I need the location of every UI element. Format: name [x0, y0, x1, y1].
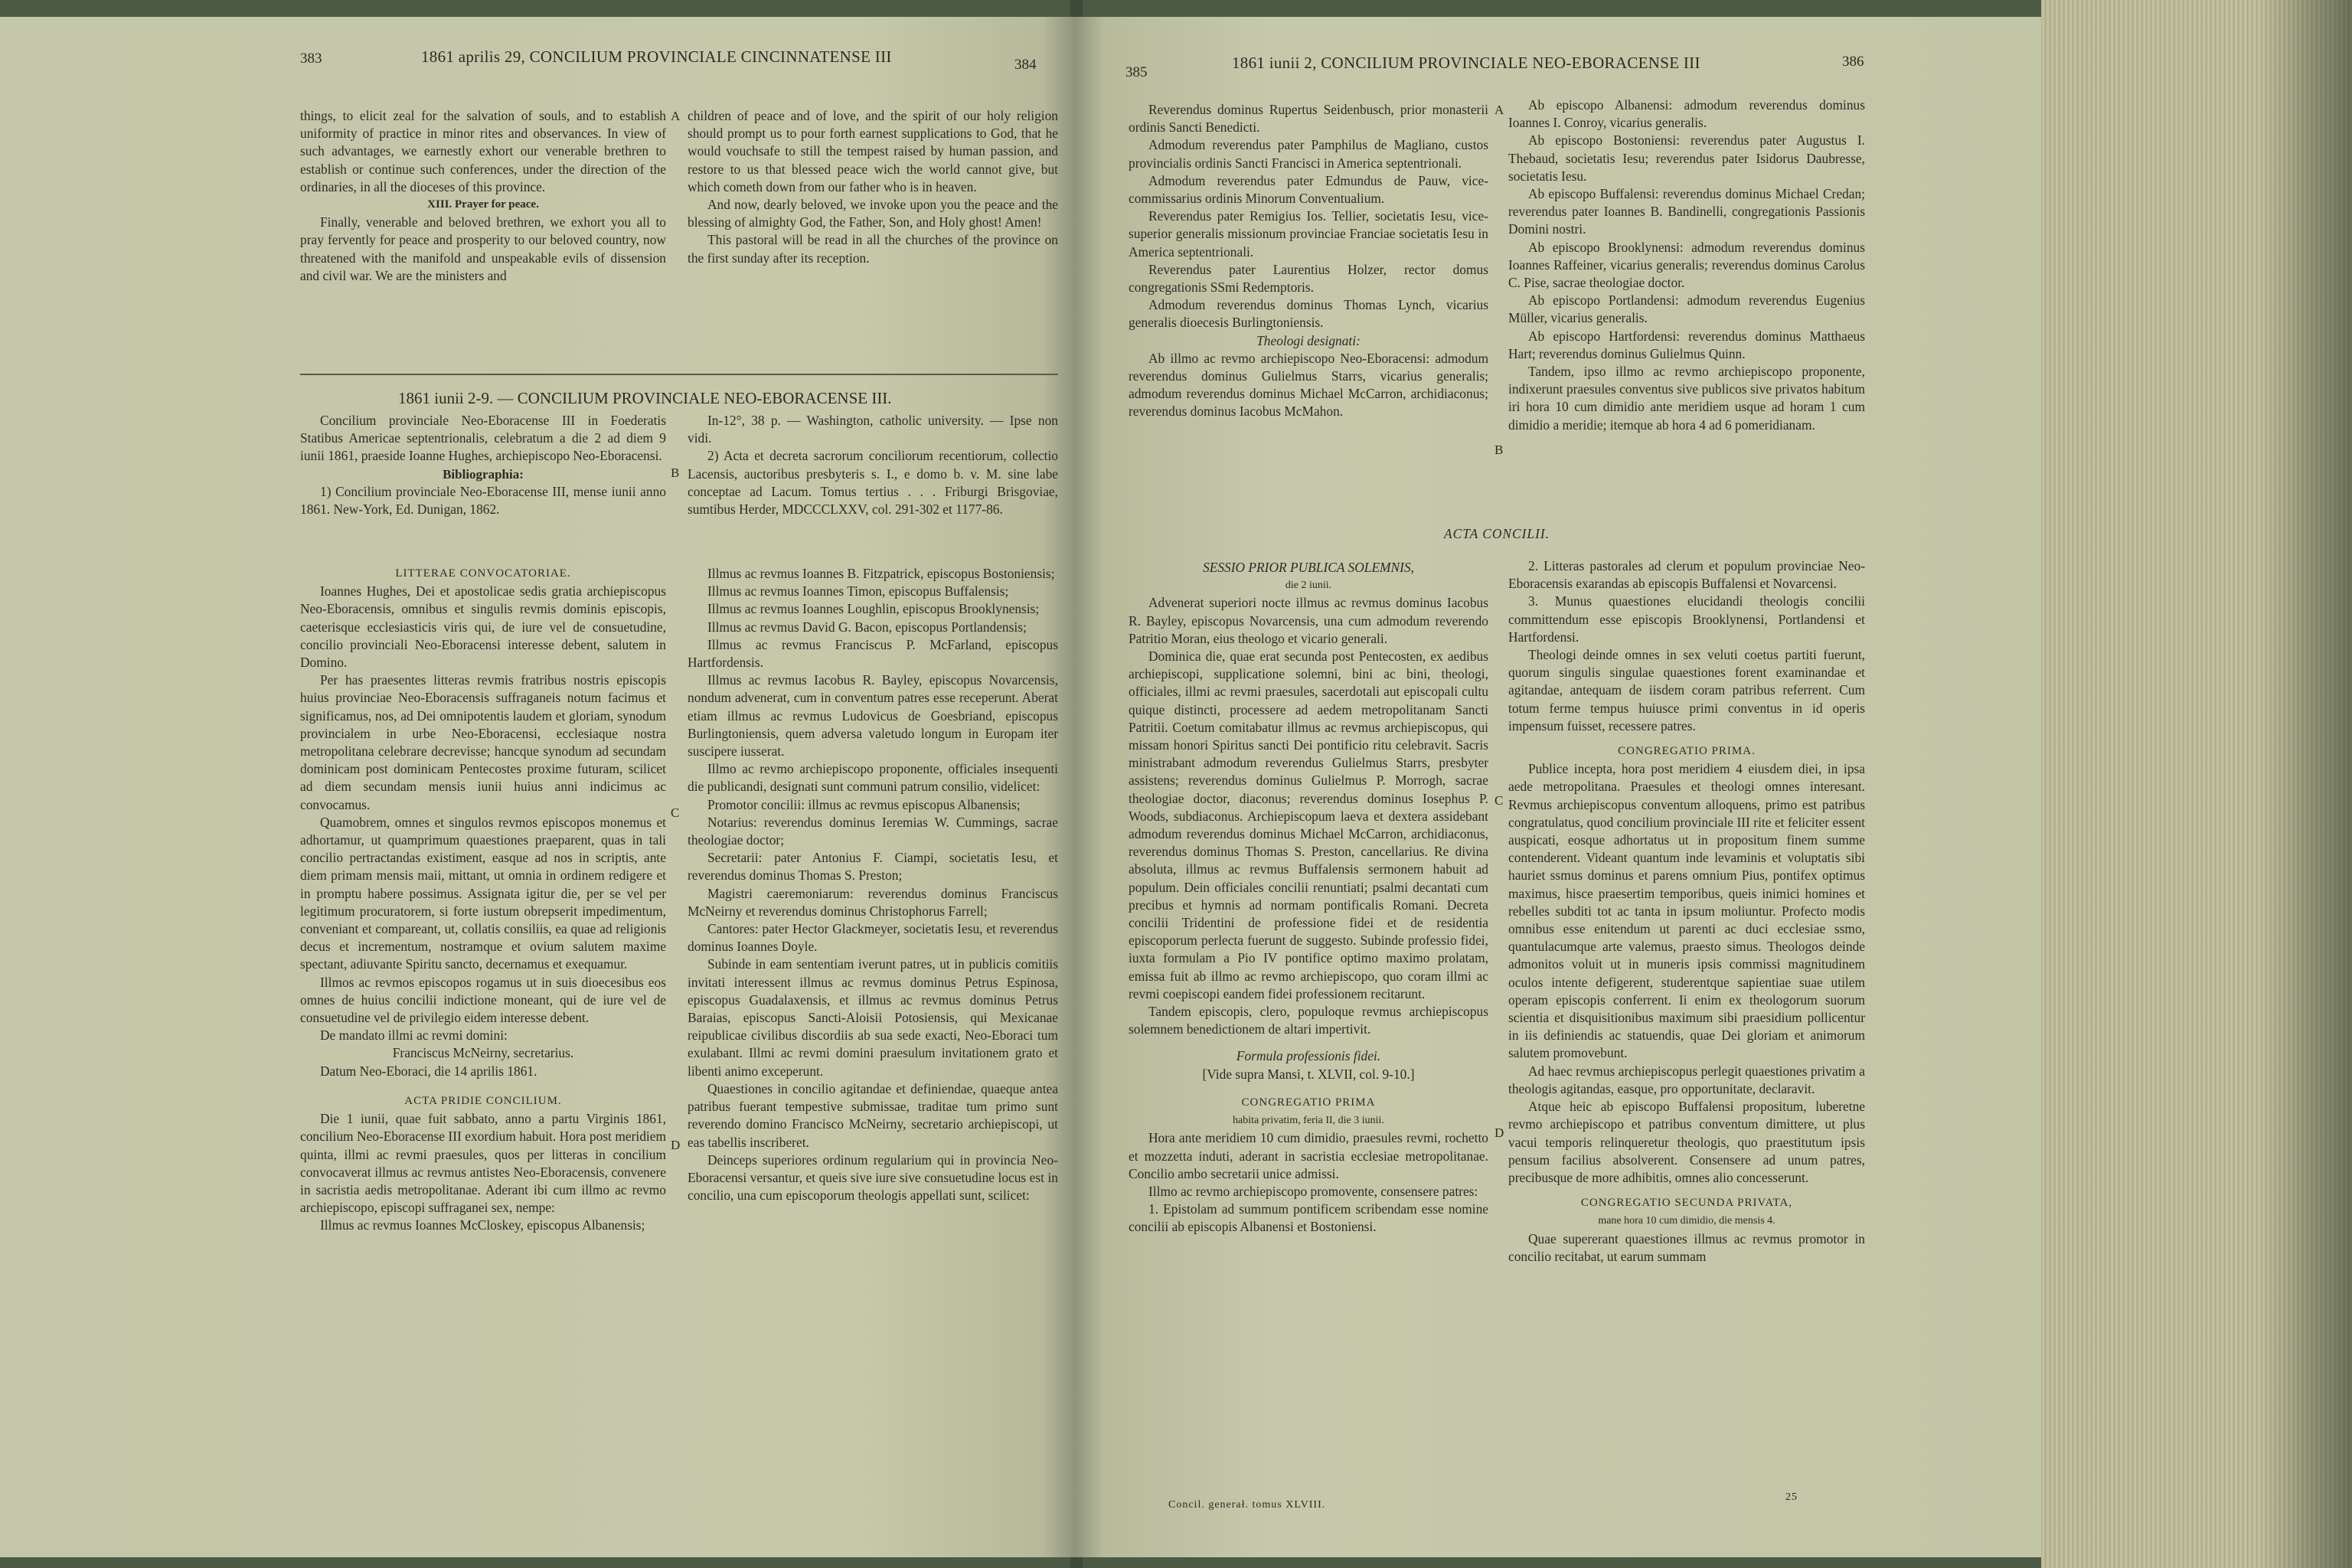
- paragraph: Notarius: reverendus dominus Ieremias W. Cummings, sacrae theologiae doctor;: [688, 814, 1058, 848]
- bibliography-heading: Bibliographia:: [443, 466, 524, 482]
- margin-letter: D: [1494, 1125, 1504, 1140]
- section-heading: ACTA CONCILII.: [1443, 526, 1550, 541]
- text-column: [688, 412, 1058, 518]
- congregation-heading: CONGREGATIO PRIMA: [1241, 1096, 1376, 1109]
- paragraph: 1) Concilium provinciale Neo-Eboracense III, mense iunii anno 1861. New-York, Ed. Dunigan, 1862.: [300, 483, 666, 518]
- paragraph: Per has praesentes litteras revmis fratribus nostris episcopis huius provinciae Neo-Eboracensis suffraganeis notum facimus et significamus, nos, ad Dei omnipotentis laudem et gloriam, synodum provincialem in urbe Neo-Eboracensi, ecclesiaque nostra metropolitana celebrare decrevisse; hancque synodum ad secundam dominicam post dominicam Pentecostes proxime futuram, scilicet ad diem secundam mensis iunii huius anni indicimus ac convocamus.: [300, 672, 666, 812]
- paragraph: Promotor concilii: illmus ac revmus episcopus Albanensis;: [707, 796, 1021, 812]
- paragraph: Hora ante meridiem 10 cum dimidio, praesules revmi, rochetto et mozzetta induti, aderant in sacristia ecclesiae metropolitanae. Concilio ambo secretarii unice admissi.: [1129, 1130, 1488, 1181]
- text-column: [1508, 96, 1865, 434]
- paragraph: 2) Acta et decreta sacrorum conciliorum recentiorum, collectio Lacensis, auctoribus presbyteris s. I., e domo b. v. M. sine labe conceptae ad Lacum. Tomus tertius . . . Friburgi Brisgoviae, sumtibus Herder, MDCCCLXXV, col. 291-302 et 1177-86.: [688, 448, 1058, 518]
- margin-letter: A: [671, 109, 681, 123]
- right-page: [1075, 17, 2041, 1557]
- paragraph: Advenerat superiori nocte illmus ac revmus dominus Iacobus R. Bayley, episcopus Novarcensis, una cum admodum reverendo Patritio Moran, eius theologo et vicario generali.: [1129, 595, 1488, 646]
- margin-letter: A: [1494, 103, 1504, 117]
- paragraph: Ab episcopo Hartfordensi: reverendus dominus Matthaeus Hart; reverendus dominus Gulielmus Quinn.: [1508, 328, 1865, 361]
- margin-letter: B: [671, 466, 680, 480]
- text-column: [1129, 559, 1488, 1505]
- paragraph: Admodum reverendus dominus Thomas Lynch, vicarius generalis dioecesis Burlingtoniensis.: [1129, 297, 1488, 331]
- margin-letter: B: [1494, 443, 1504, 457]
- section-heading: ACTA PRIDIE CONCILIUM.: [404, 1094, 562, 1107]
- paragraph: 1. Epistolam ad summum pontificem scribendam esse nomine concilii ab episcopis Albanensi et Bostoniensi.: [1129, 1201, 1488, 1235]
- paragraph: Illmus ac revmus Franciscus P. McFarland, episcopus Hartfordensis.: [688, 636, 1058, 671]
- section-heading: XIII. Prayer for peace.: [427, 198, 539, 211]
- text-column: [1129, 525, 1865, 543]
- paragraph: De mandato illmi ac revmi domini:: [320, 1027, 508, 1044]
- paragraph: Admodum reverendus pater Edmundus de Pauw, vice-commissarius ordinis Minorum Conventualium.: [1129, 172, 1488, 207]
- paragraph: Quamobrem, omnes et singulos revmos episcopos monemus et adhortamur, ut quamprimum quaestiones praeparent, quas in tali concilio pertractandas existiment, easque ad nos in scriptis, ante diem primam mensis maii, mittant, ut omnia in ordinem redigere et in promptu habere possimus. Assignata igitur die, per se vel per legitimum procuratorem, si forte iustum obrepserit impedimentum, conveniant et compareant, ut, collatis consiliis, ea quae ad religionis decus et incrementum, nostramque et ovium salutem maxime spectant, adiuvante Spiritu sancto, decernamus et exequamur.: [300, 814, 666, 972]
- paragraph: Deinceps superiores ordinum regularium qui in provincia Neo-Eboracensi versantur, et queis sive iure sive consuetudine locus est in concilio, una cum episcoporum theologis appellati sunt, scilicet:: [688, 1152, 1058, 1204]
- divider: [300, 374, 1058, 375]
- paragraph: Ab episcopo Bostoniensi: reverendus pater Augustus I. Thebaud, societatis Iesu; reverendus pater Isidorus Daubresse, societatis Iesu.: [1508, 132, 1865, 184]
- paragraph: Reverendus pater Laurentius Holzer, rector domus congregationis SSmi Redemptoris.: [1129, 261, 1488, 296]
- section-title: 1861 iunii 2-9. — CONCILIUM PROVINCIALE NEO-EBORACENSE III.: [398, 389, 892, 407]
- paragraph: Secretarii: pater Antonius F. Ciampi, societatis Iesu, et reverendus dominus Thomas S. Preston;: [688, 850, 1058, 884]
- paragraph: 2. Litteras pastorales ad clerum et populum provinciae Neo-Eboracensis exarandas ab episcopis Buffalensi et Novarcensi.: [1508, 558, 1865, 592]
- paragraph: Reverendus dominus Rupertus Seidenbusch, prior monasterii ordinis Sancti Benedicti.: [1129, 102, 1488, 136]
- text-column: [300, 412, 666, 518]
- date-line: Datum Neo-Eboraci, die 14 aprilis 1861.: [320, 1063, 537, 1079]
- paragraph: Subinde in eam sententiam iverunt patres, ut in publicis comitiis invitati interessent illmus ac revmus dominus Petrus Espinosa, episcopus Guadalaxensis, et illmus ac revmus dominus Petrus Baraias, episcopus Sancti-Aloisii Potosiensis, qui Mexicanae reipublicae civilibus discordiis ab sua sede exacti, Neo-Eboraci tum exulabant. Illmi ac revmi domini praesulum invitationem grato et libenti animo exceperunt.: [688, 956, 1058, 1079]
- paragraph: And now, dearly beloved, we invoke upon you the peace and the blessing of almighty God, the Father, Son, and Holy ghost! Amen!: [688, 197, 1058, 230]
- paragraph: children of peace and of love, and the spirit of our holy religion should prompt us to pour forth earnest supplications to God, that he would vouchsafe to still the tempest raised by human passion, and restore to us that blessed peace wich the world cannot give, but which cometh down from our father who is in heaven.: [688, 108, 1058, 194]
- paragraph: Illmus ac revmus Ioannes Timon, episcopus Buffalensis;: [707, 583, 1009, 599]
- paragraph: Ab episcopo Buffalensi: reverendus dominus Michael Credan; reverendus pater Ioannes B. Bandinelli, congregationis Passionis Domini nostri.: [1508, 186, 1865, 237]
- left-page: [0, 17, 1075, 1557]
- footer-note: Concil. generał. tomus XLVIII.: [1168, 1499, 1326, 1511]
- paragraph: Illmus ac revmus Ioannes McCloskey, episcopus Albanensis;: [320, 1217, 645, 1233]
- paragraph: Concilium provinciale Neo-Eboracense III in Foederatis Statibus Americae septentrionalis, celebratum a die 2 ad diem 9 iunii 1861, praeside Ioanne Hughes, archiepiscopo Neo-Eboracensi.: [300, 413, 666, 464]
- formula-heading: Formula professionis fidei.: [1236, 1048, 1381, 1064]
- running-head: 1861 iunii 2, CONCILIUM PROVINCIALE NEO-EBORACENSE III: [1232, 54, 1700, 72]
- paragraph: Dominica die, quae erat secunda post Pentecosten, ex aedibus archiepiscopi, supplicatione solemni, bini ac bini, theologi, officiales, illmi ac revmi praesules, sacerdotali aut episcopali cultu quique distincti, processere ad aedem metropolitanam Sancti Patritii. Coetum comitabatur illmus ac revmus archiepiscopus, qui missam honori Spiritus sancti Dei pontificio ritu celebravit. Sacris ministrabant admodum reverendus Gulielmus Starrs, presbyter assistens; reverendus dominus Gulielmus P. Morrogh, sacrae theologiae doctor, diaconus; reverendus dominus Iosephus P. Woods, subdiaconus. Archiepiscopum laeva et dextera assidebant admodum reverendus dominus Michael McCarron, archidiaconus, reverendus dominus Thomas S. Preston, cancellarius. Re divina absoluta, illmus ac revmus Buffalensis sermonem habuit ad populum. Dein officiales concilii renuntiati; psalmi decantati cum precibus et hymnis ad normam pontificalis Romani. Decreta concilii Tridentini de professione fidei et de residentia episcoporum perlecta fuerunt de suggesto. Subinde professio fidei, iuxta formulam a Pio IV pontifice optimo maximo prolatam, emissa fuit ab illmo ac revmo archiepiscopo, quo coram illmi ac revmi coepiscopi eandem fidei professionem recitarunt.: [1129, 648, 1488, 1001]
- paragraph: Ad haec revmus archiepiscopus perlegit quaestiones privatim a theologis agitandas, easque, pro opportunitate, declaravit.: [1508, 1063, 1865, 1096]
- paragraph: Illmo ac revmo archiepiscopo proponente, officiales insequenti die publicandi, designati sunt communi patrum consilio, videlicet:: [688, 761, 1058, 795]
- paragraph: Illmos ac revmos episcopos rogamus ut in suis dioecesibus eos omnes de huius concilii indictione moneant, qui de iure vel de consuetudine vel de privilegio eidem interesse debent.: [300, 974, 666, 1026]
- paragraph: In-12°, 38 p. — Washington, catholic university. — Ipse non vidi.: [688, 413, 1058, 446]
- signature-line: Franciscus McNeirny, secretarius.: [392, 1045, 574, 1061]
- page-number: 386: [1842, 54, 1864, 70]
- paragraph: Atque heic ab episcopo Buffalensi propositum, luberetne revmo archiepiscopo et patribus conventum dimittere, ut plus vacui temporis relinqueretur theologis, quo praestitutum ipsis pensum facilius absolverent. Consensere ad unum patres, precibusque de more adhibitis, omnes alio concesserunt.: [1508, 1099, 1865, 1185]
- paragraph: Illmus ac revmus David G. Bacon, episcopus Portlandensis;: [707, 619, 1027, 635]
- congregation-heading: CONGREGATIO PRIMA.: [1618, 745, 1756, 758]
- paragraph: Publice incepta, hora post meridiem 4 eiusdem diei, in ipsa aede metropolitana. Praesules et theologi omnes interesant. Revmus archiepiscopus conventum alloquens, primo est patribus congratulatus, quod concilium provinciale III rite et feliciter essent auspicati, eosque adhortatus ut in propositum finem summe contenderent. Videant quantum inde levaminis et voluptatis sibi hauriet ssmus dominus et parens omnium Pius, pontifex optimus maximus, hisce praesertim temporibus, queis inimici homines et rebelles subditi tot ac tanta in ipsum moliuntur. Profecto modis omnibus esse enitendum ut parenti ac duci ecclesiae ssmo, quantulacumque arte valemus, praesto simus. Theologos deinde admonitos voluit ut in muneris ipsis commissi magnitudinem oculos intente defigerent, studerentque sapientiae suae utilem operam episcopis conferrent. Ii enim ex theologorum suorum scientia et disquisitionibus maximum sibi praesidium pollicentur in iis definiendis ac statuendis, quae Dei gloriam et animorum salutem promovebunt.: [1508, 761, 1865, 1061]
- paragraph: Theologi deinde omnes in sex veluti coetus partiti fuerunt, quorum singulis singulae quaestiones forent examinandae et agitandae, antequam de iisdem coram patribus referrent. Cum totum ferme tempus huiusce primi conventus in id operis impensum fuisset, recessere patres.: [1508, 647, 1865, 733]
- reference-note: [Vide supra Mansi, t. XLVII, col. 9-10.]: [1202, 1066, 1415, 1082]
- congregation-heading: CONGREGATIO SECUNDA PRIVATA,: [1580, 1197, 1793, 1210]
- page-number: 383: [300, 51, 322, 67]
- running-head: 1861 aprilis 29, CONCILIUM PROVINCIALE CINCINNATENSE III: [421, 47, 892, 66]
- congregation-date: mane hora 10 cum dimidio, die mensis 4.: [1598, 1215, 1775, 1227]
- paragraph: This pastoral will be read in all the churches of the province on the first sunday after its reception.: [688, 232, 1058, 266]
- text-column: [1129, 101, 1488, 421]
- paragraph: Cantores: pater Hector Glackmeyer, societatis Iesu, et reverendus dominus Ioannes Doyle.: [688, 921, 1058, 955]
- paragraph: Ab episcopo Albanensi: admodum reverendus dominus Ioannes I. Conroy, vicarius generalis.: [1508, 97, 1865, 131]
- margin-letter: C: [1494, 793, 1504, 808]
- paragraph: Quaestiones in concilio agitandae et definiendae, quaeque antea patribus fuerant tempestive submissae, traditae tum primo sunt reverendo domino Francisco McNeirny, secretario archiepiscopi, ut eas tabellis inscriberet.: [688, 1080, 1058, 1150]
- paragraph: Illmus ac revmus Ioannes Loughlin, episcopus Brooklynensis;: [707, 601, 1040, 617]
- text-column: [300, 107, 666, 285]
- session-heading: SESSIO PRIOR PUBLICA SOLEMNIS,: [1203, 560, 1414, 575]
- section-heading: Theologi designati:: [1256, 332, 1361, 348]
- text-column: [300, 565, 666, 1491]
- session-date: die 2 iunii.: [1285, 580, 1332, 592]
- congregation-date: habita privatim, feria II, die 3 iunii.: [1233, 1115, 1384, 1127]
- paragraph: Ioannes Hughes, Dei et apostolicae sedis gratia archiepiscopus Neo-Eboracensis, omnibus et singulis revmis dominis episcopis, caeterisque ecclesiasticis viris qui, de iure vel de consuetudine, concilio provinciali Neo-Eboracensi interesse debent, salutem in Domino.: [300, 583, 666, 671]
- margin-letter: C: [671, 805, 680, 820]
- paragraph: Tandem, ipso illmo ac revmo archiepiscopo proponente, indixerunt praesules conventus sive publicos sive privatos habitum iri hora 10 cum dimidio ante meridiem usque ad horam 1 cum dimidio a meridie; itemque ab hora 4 ad 6 pomeridianam.: [1508, 364, 1865, 433]
- paragraph: Quae supererant quaestiones illmus ac revmus promotor in concilio recitabat, ut earum summam: [1508, 1230, 1865, 1264]
- paragraph: Ab illmo ac revmo archiepiscopo Neo-Eboracensi: admodum reverendus dominus Gulielmus Starrs, vicarius generalis; admodum reverendus dominus Michael McCarron, archidiaconus; reverendus dominus Iacobus McMahon.: [1129, 350, 1488, 420]
- paragraph: Ab episcopo Portlandensi: admodum reverendus Eugenius Müller, vicarius generalis.: [1508, 292, 1865, 326]
- paragraph: Finally, venerable and beloved brethren, we exhort you all to pray fervently for peace and prosperity to our beloved country, now threatened with the manifold and unspeakable evils of dissension and civil war. We are the ministers and: [300, 214, 666, 283]
- margin-letter: D: [671, 1138, 681, 1152]
- paragraph: things, to elicit zeal for the salvation of souls, and to establish uniformity of practice in minor rites and observances. In view of such advantages, we earnestly exhort our venerable brethren to establish or continue such conferences, under the direction of the ordinaries, in all the dioceses of this province.: [300, 108, 666, 194]
- text-column: [688, 107, 1058, 267]
- page-number: 384: [1014, 57, 1037, 73]
- text-column: [1508, 557, 1865, 1505]
- text-column: [688, 565, 1058, 1491]
- paragraph: Admodum reverendus pater Pamphilus de Magliano, custos provincialis ordinis Sancti Francisci in America septentrionali.: [1129, 137, 1488, 171]
- paragraph: Magistri caeremoniarum: reverendus dominus Franciscus McNeirny et reverendus dominus Christophorus Farrell;: [688, 885, 1058, 919]
- paragraph: Illmo ac revmo archiepiscopo promovente, consensere patres:: [1148, 1183, 1478, 1199]
- paragraph: Reverendus pater Remigius Ios. Tellier, societatis Iesu, vice-superior generalis missionum provinciae Franciae societatis Iesu in America septentrionali.: [1129, 208, 1488, 260]
- paragraph: Tandem episcopis, clero, populoque revmus archiepiscopus solemnem benedictionem de altari impertivit.: [1129, 1004, 1488, 1037]
- paragraph: Illmus ac revmus Ioannes B. Fitzpatrick, episcopus Bostoniensis;: [707, 566, 1055, 581]
- paragraph: Illmus ac revmus Iacobus R. Bayley, episcopus Novarcensis, nondum advenerat, cum in conventum patres esse receperunt. Aberat etiam illmus ac revmus Ludovicus de Goesbriand, episcopus Burlingtoniensis, quem adversa valetudo longum in Europam iter suscipere iusserat.: [688, 672, 1058, 760]
- signature-mark: 25: [1785, 1491, 1798, 1503]
- paragraph: Die 1 iunii, quae fuit sabbato, anno a partu Virginis 1861, concilium Neo-Eboracense III exordium habuit. Hora post meridiem quinta, illmi ac revmi praesules, quos per litteras in concilium convocaverat illmus ac revmus antistes Neo-Eboracensis, convenere in sacristia aedis metropolitanae. Aderant ibi cum illmo ac revmo archiepiscopo, episcopi suffraganei sex, nempe:: [300, 1111, 666, 1216]
- paragraph: Ab episcopo Brooklynensi: admodum reverendus dominus Ioannes Raffeiner, vicarius generalis; reverendus dominus Carolus C. Pise, sacrae theologiae doctor.: [1508, 239, 1865, 291]
- section-heading: LITTERAE CONVOCATORIAE.: [395, 567, 571, 580]
- page-edges: [2041, 0, 2352, 1568]
- page-number: 385: [1125, 64, 1148, 80]
- paragraph: 3. Munus quaestiones elucidandi theologis concilii committendum esse episcopis Brooklynensi, Portlandensi et Hartfordensi.: [1508, 593, 1865, 645]
